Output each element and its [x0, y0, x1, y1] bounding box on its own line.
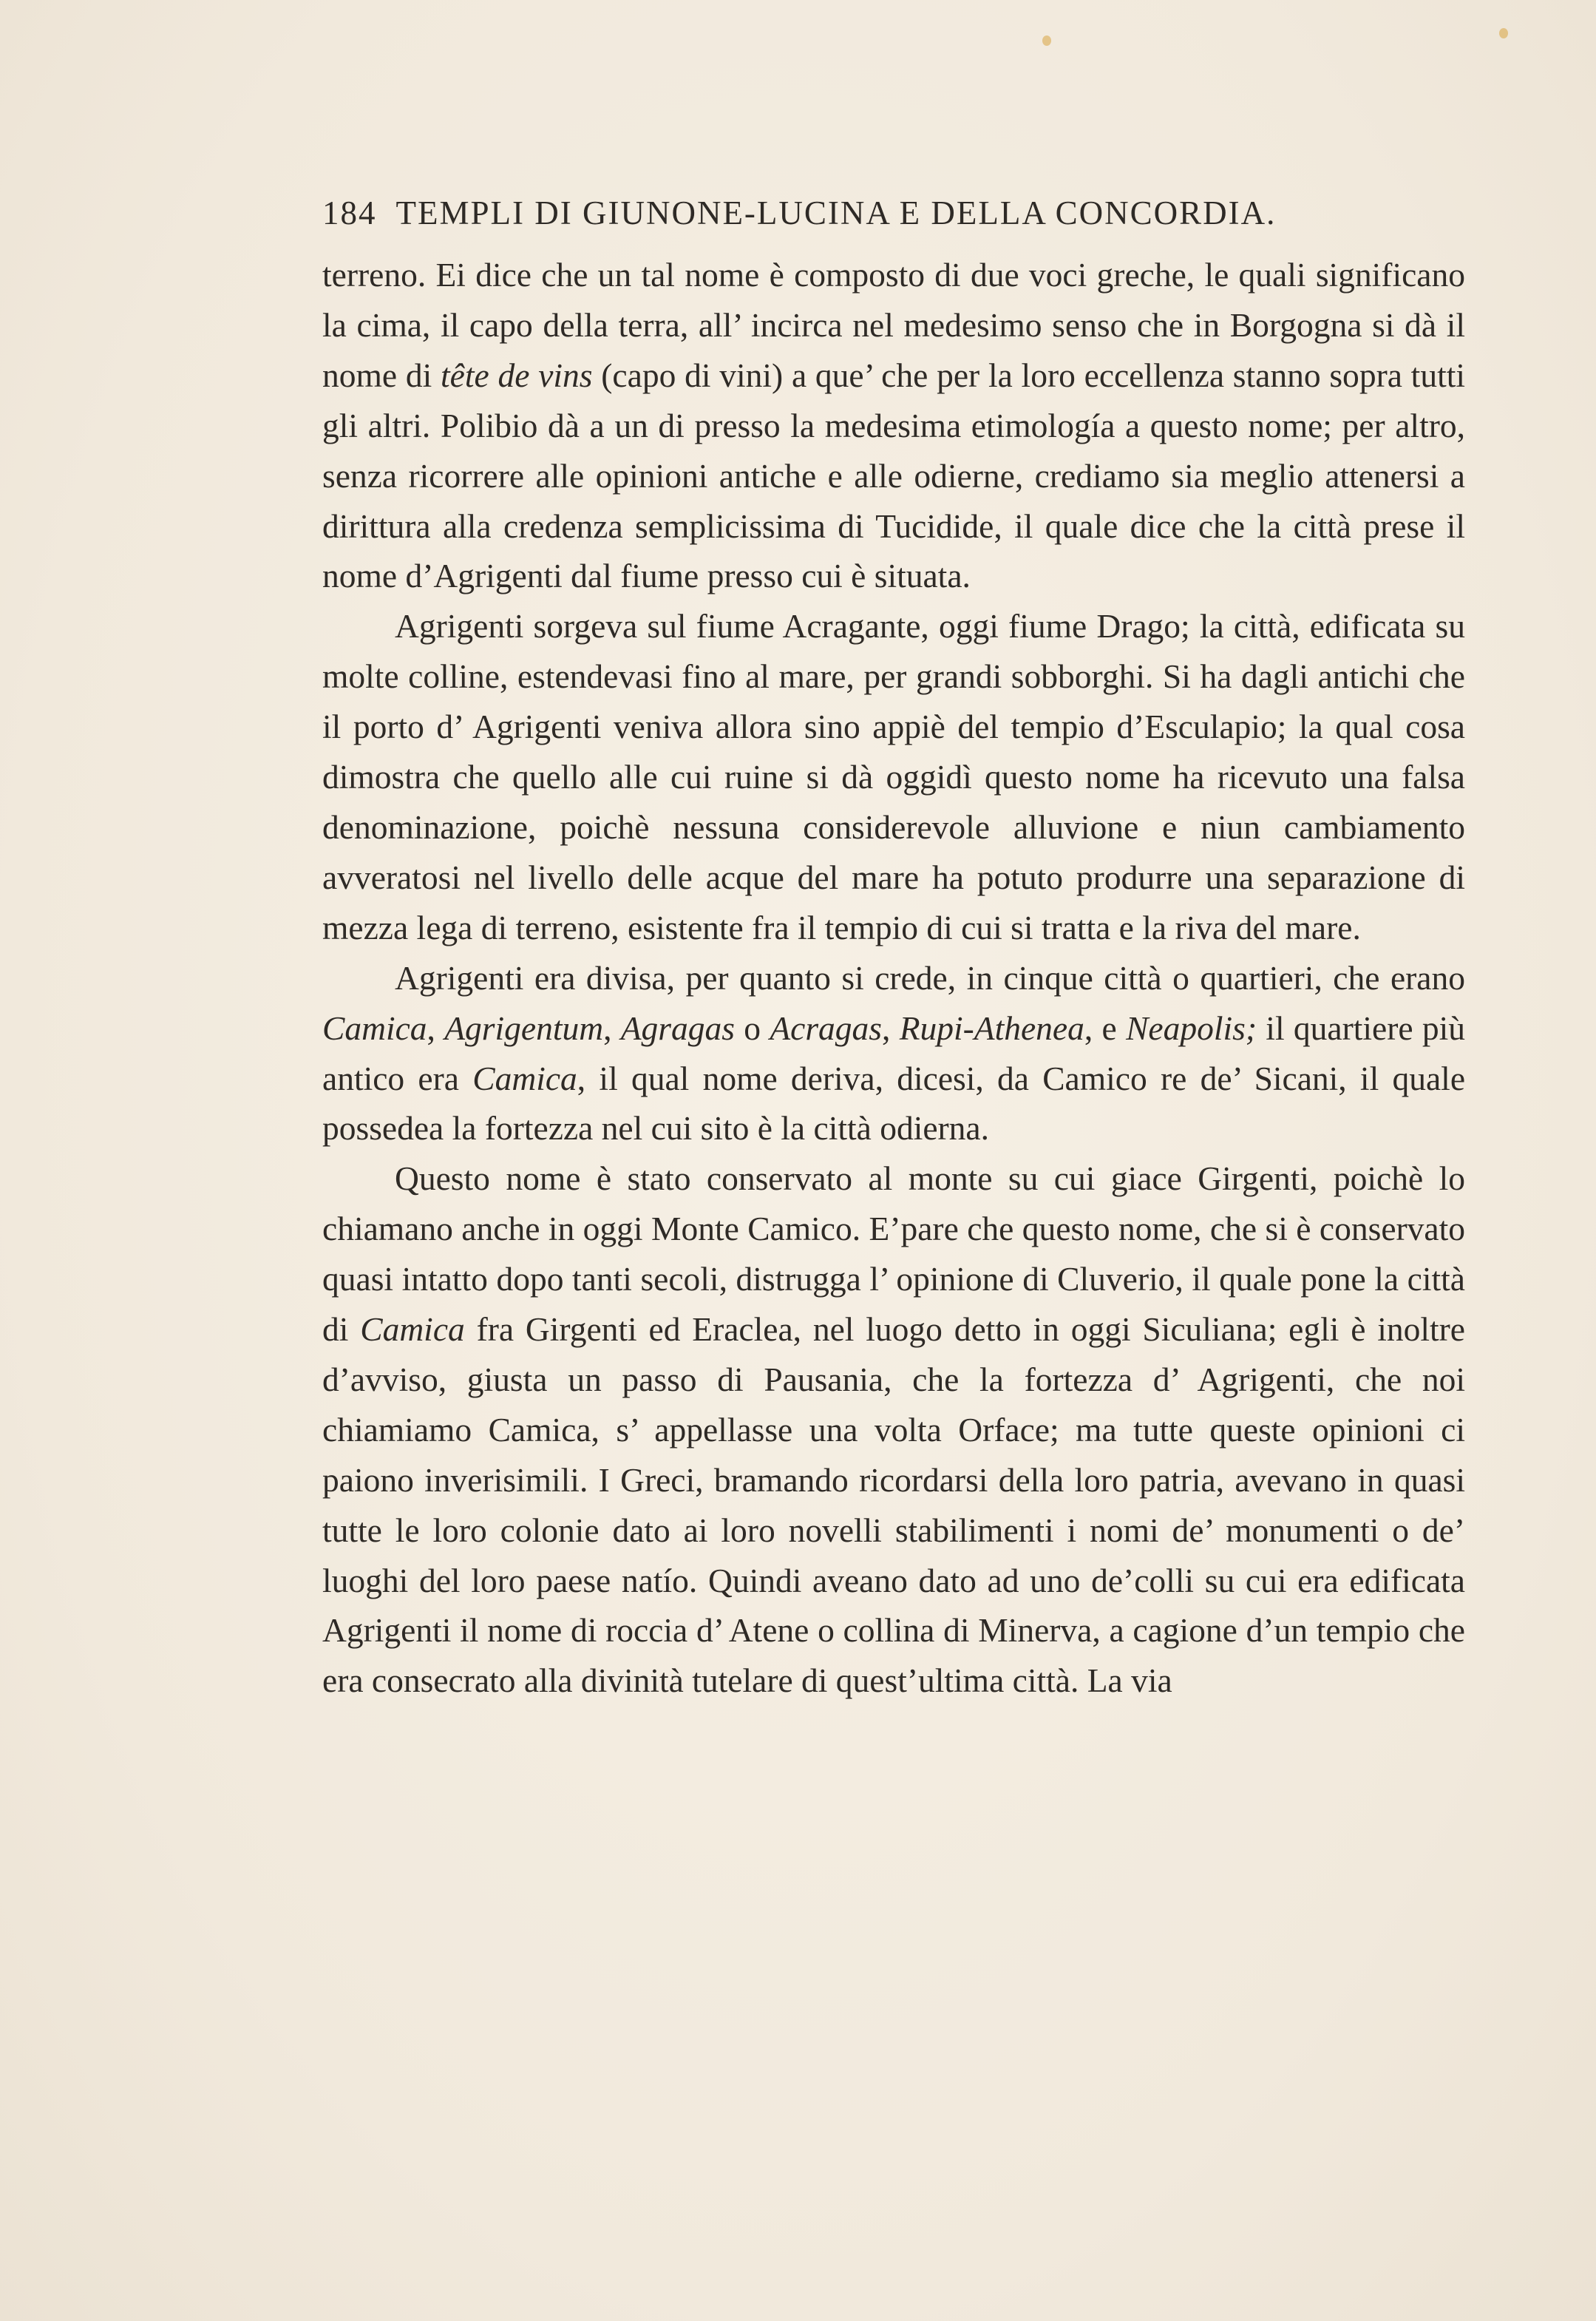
italic-text: tête de vins — [441, 356, 593, 394]
paragraph — [322, 1153, 1465, 1706]
body-text — [322, 250, 1465, 1706]
text-run: , — [603, 1009, 621, 1047]
text-run: , e — [1084, 1009, 1127, 1047]
text-run: il quartiere più antico era — [322, 1009, 1466, 1097]
text-run: , — [882, 1009, 900, 1047]
italic-text: Neapolis; — [1126, 1009, 1257, 1047]
paper-speck — [1042, 35, 1051, 46]
text-run: , il qual nome deriva, dicesi, da Camico re de’ Sicani, il quale possedea la fortezza nel cui sito è la città odierna. — [322, 1059, 1466, 1148]
italic-text: Acragas — [770, 1009, 883, 1047]
text-run: Agrigenti sorgeva sul fiume Acragante, oggi fiume Drago; la città, edificata su molte colline, estendevasi fino al mare, per grandi sobborghi. Si ha dagli antichi che il porto d’ Agrigenti veniva allora sino appiè del tempio d’Esculapio; la qual cosa dimostra che quello alle cui ruine si dà oggidì questo nome ha ricevuto una falsa denominazione, poichè nessuna considerevole alluvione e niun cambiamento avveratosi nel livello delle acque del mare ha potuto produrre una separazione di mezza lega di terreno, esistente fra il tempio di cui si tratta e la riva del mare. — [322, 607, 1465, 946]
paragraph — [322, 601, 1465, 952]
paragraph — [322, 953, 1465, 1154]
text-run: (capo di vini) a que’ che per la loro eccellenza stanno sopra tutti gli altri. Polibio dà a un di presso la medesima etimología a questo nome; per altro, senza ricorrere alle opinioni antiche e alle odierne, crediamo sia meglio attenersi a dirittura alla credenza semplicissima di Tucidide, il quale dice che la città prese il nome d’Agrigenti dal fiume presso cui è situata. — [322, 356, 1465, 595]
running-title: TEMPLI DI GIUNONE-LUCINA E DELLA CONCORDIA. — [395, 194, 1277, 231]
running-header — [322, 194, 1461, 238]
paragraph — [322, 250, 1465, 601]
text-run: Questo nome è stato conservato al monte su cui giace Girgenti, poichè lo chiamano anche in oggi Monte Camico. E’pare che questo nome, che si è conservato quasi intatto dopo tanti secoli, distrugga l’ opinione di Cluverio, il quale pone la città di — [322, 1159, 1465, 1349]
text-run: terreno. Ei dice che un tal nome è composto di due voci greche, le quali significano la cima, il capo della terra, all’ incirca nel medesimo senso che in Borgogna si dà il nome di — [322, 256, 1465, 394]
text-run: Agrigenti era divisa, per quanto si crede, in cinque città o quartieri, che erano — [395, 958, 1465, 997]
text-run: o — [734, 1009, 770, 1047]
italic-text: Agragas — [620, 1009, 735, 1047]
text-run: , — [427, 1009, 445, 1047]
italic-text: Rupi-Athenea — [899, 1009, 1084, 1047]
paper-speck — [1499, 28, 1508, 38]
page-number: 184 — [322, 194, 377, 231]
italic-text: Camica — [360, 1310, 465, 1349]
italic-text: Camica — [472, 1059, 577, 1097]
text-run: fra Girgenti ed Eraclea, nel luogo detto in oggi Siculiana; egli è inoltre d’avviso, giusta un passo di Pausania, che la fortezza d’ Agrigenti, che noi chiamiamo Camica, s’ appellasse una volta Orface; ma tutte queste opinioni ci paiono inverisimili. I Greci, bramando ricordarsi della loro patria, avevano in quasi tutte le loro colonie dato ai loro novelli stabilimenti i nomi de’ monumenti o de’ luoghi del loro paese natío. Quindi aveano dato ad uno de’colli su cui era edificata Agrigenti il nome di roccia d’ Atene o collina di Minerva, a cagione d’un tempio che era consecrato alla divinità tutelare di quest’ultima città. La via — [322, 1310, 1465, 1700]
italic-text: Camica — [322, 1009, 427, 1047]
italic-text: Agrigentum — [444, 1009, 604, 1047]
